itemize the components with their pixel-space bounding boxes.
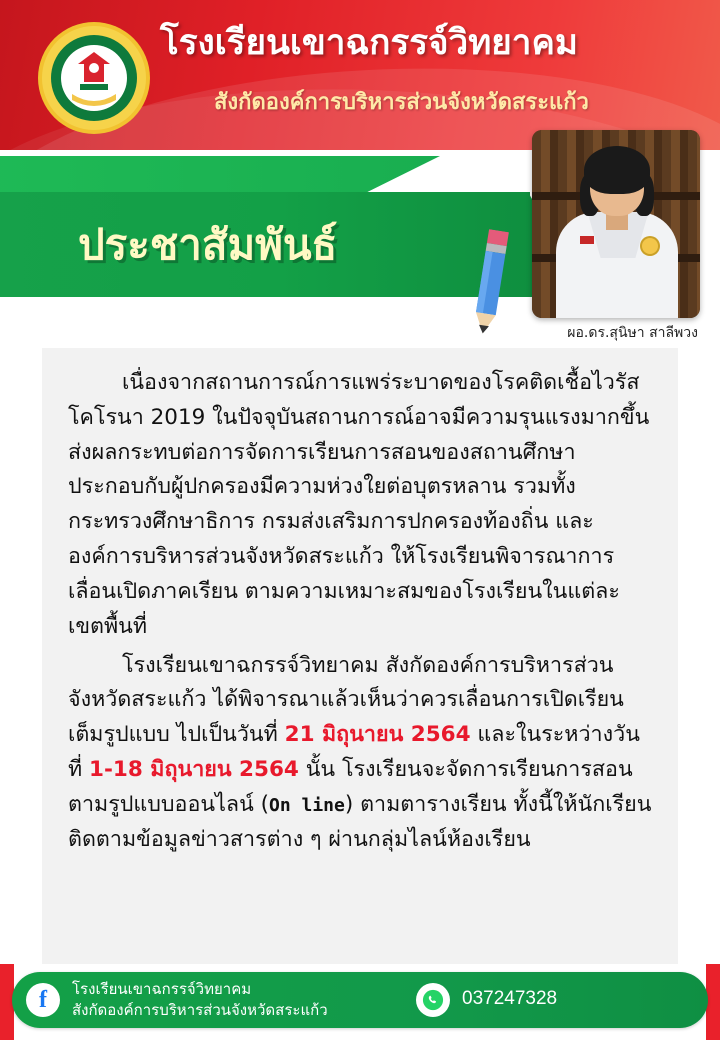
footer-contact-text (72, 979, 328, 1022)
portrait-caption: ผอ.ดร.สุนิษา สาลีพวง (567, 325, 698, 341)
facebook-icon[interactable]: f (26, 983, 60, 1017)
paragraph-2-text-6: ) ตามตารางเรียน ทั้งนี้ให้นักเรียนติดตามข้อมูลข่าวสารต่าง ๆ ผ่านกลุ่มไลน์ห้องเรียน (68, 791, 652, 852)
header-banner (0, 0, 720, 150)
announcement-paragraph-2 (68, 649, 652, 858)
banner-title: ประชาสัมพันธ์ (78, 220, 338, 269)
paragraph-2-highlight-3: 1-18 มิถุนายน 2564 (89, 757, 299, 783)
footer (0, 964, 720, 1040)
footer-accent-right (706, 964, 720, 1040)
paragraph-2-text-0: โรงเรียนเขาฉกรรจ์วิทยาคม สังกัดองค์การบริหารส่วนจังหวัดสระแก้ว ได้พิจารณาแล้วเห็นว่าควรเลื่อนการเปิดเรียนเต็มรูปแบบ ไปเป็นวันที่ (68, 652, 624, 748)
footer-contact-bar (12, 972, 708, 1028)
whatsapp-phone-icon[interactable] (416, 983, 450, 1017)
paragraph-1-text-0: เนื่องจากสถานการณ์การแพร่ระบาดของโรคติดเชื้อไวรัสโคโรนา 2019 ในปัจจุบันสถานการณ์อาจมีความรุนแรงมากขึ้น ส่งผลกระทบต่อการจัดการเรียนการสอนของสถานศึกษา ประกอบกับผู้ปกครองมีความห่วงใยต่อบุตรหลาน รวมทั้งกระทรวงศึกษาธิการ กรมส่งเสริมการปกครองท้องถิ่น และองค์การบริหารส่วนจังหวัดสระแก้ว ให้โรงเรียนพิจารณาการเลื่อนเปิดภาคเรียน ตามความเหมาะสมของโรงเรียนในแต่ละเขตพื้นที่ (68, 370, 650, 639)
portrait-medal-icon (642, 238, 658, 254)
announcement-body-card (42, 348, 678, 968)
school-crest-icon (42, 26, 146, 130)
school-name-title: โรงเรียนเขาฉกรรจ์วิทยาคม (160, 23, 578, 63)
portrait-ribbon-icon (580, 236, 594, 244)
paragraph-2-text-4: นั้น โรงเรียนจะจัดการเรียนการสอนตามรูปแบบออนไลน์ ( (68, 757, 633, 817)
school-affiliation-subtitle: สังกัดองค์การบริหารส่วนจังหวัดสระแก้ว (214, 90, 589, 115)
footer-school-affiliation: สังกัดองค์การบริหารส่วนจังหวัดสระแก้ว (72, 1001, 328, 1020)
footer-phone-number[interactable]: 037247328 (462, 988, 558, 1009)
paragraph-2-mono-5: On line (269, 794, 345, 816)
paragraph-2-text-2: และในระหว่างวันที่ (68, 722, 640, 783)
paragraph-2-highlight-1: 21 มิถุนายน 2564 (284, 722, 471, 748)
announcement-paragraph-1 (68, 366, 652, 645)
director-portrait-photo (532, 130, 700, 318)
school-crest-inner (51, 35, 137, 121)
footer-school-name: โรงเรียนเขาฉกรรจ์วิทยาคม (72, 980, 252, 998)
portrait-hair-top (584, 146, 650, 194)
